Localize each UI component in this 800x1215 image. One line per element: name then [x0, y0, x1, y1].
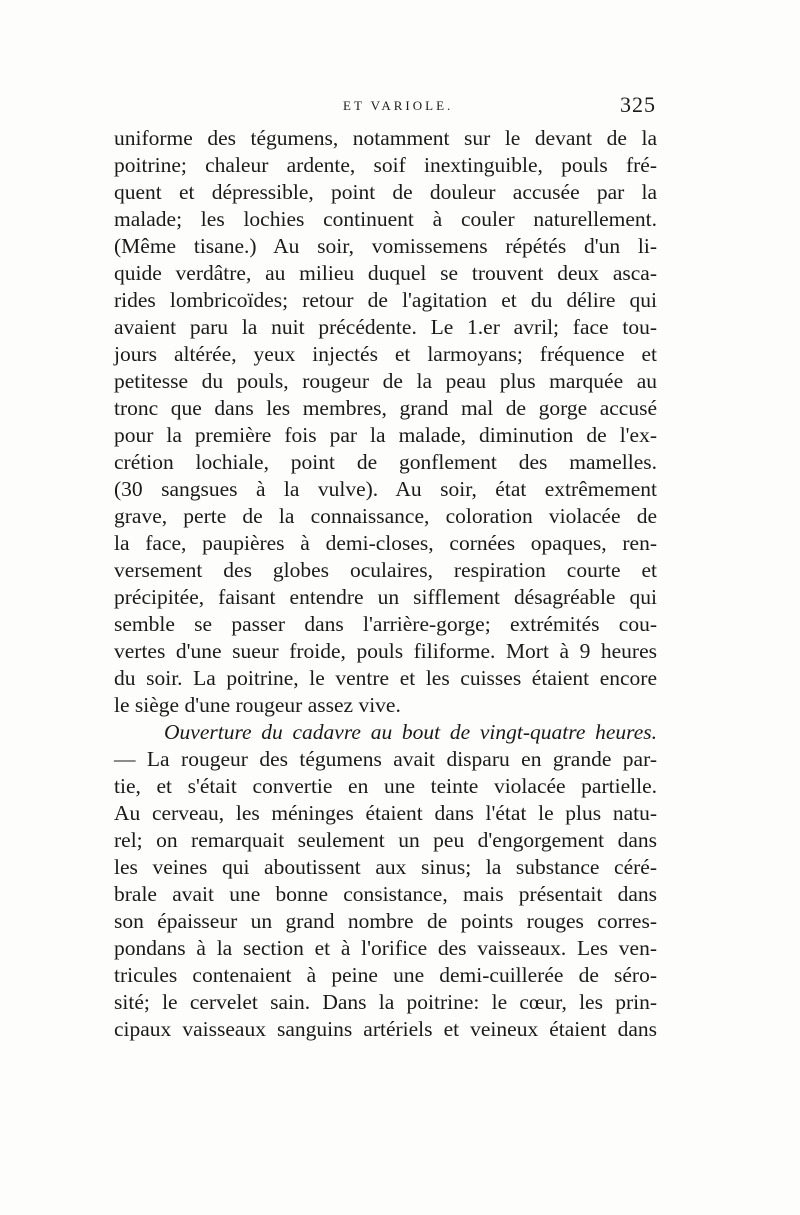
text-line: rides lombricoïdes; retour de l'agitation et du délire qui — [114, 288, 657, 312]
section-heading-line — [114, 719, 657, 746]
body-text — [114, 125, 657, 1043]
text-line: précipitée, faisant entendre un sifflement désagréable qui — [114, 585, 657, 609]
text-line: grave, perte de la connaissance, coloration violacée de — [114, 504, 657, 528]
text-line: petitesse du pouls, rougeur de la peau plus marquée au — [114, 369, 657, 393]
text-line: vertes d'une sueur froide, pouls filiforme. Mort à 9 heures — [114, 639, 657, 663]
text-line: — La rougeur des tégumens avait disparu en grande par- — [114, 747, 657, 771]
text-line: rel; on remarquait seulement un peu d'engorgement dans — [114, 828, 657, 852]
text-line: pondans à la section et à l'orifice des vaisseaux. Les ven- — [114, 936, 657, 960]
page-number: 325 — [620, 92, 656, 117]
text-line: son épaisseur un grand nombre de points rouges corres- — [114, 909, 657, 933]
text-line: quide verdâtre, au milieu duquel se trouvent deux asca- — [114, 261, 657, 285]
text-line: versement des globes oculaires, respiration courte et — [114, 558, 657, 582]
text-line: le siège d'une rougeur assez vive. — [114, 693, 401, 717]
text-line: tie, et s'était convertie en une teinte violacée partielle. — [114, 774, 657, 798]
text-line: uniforme des tégumens, notamment sur le devant de la — [114, 126, 657, 150]
text-line: poitrine; chaleur ardente, soif inextinguible, pouls fré- — [114, 153, 657, 177]
text-line: tricules contenaient à peine une demi-cuillerée de séro- — [114, 963, 657, 987]
text-line: les veines qui aboutissent aux sinus; la substance céré- — [114, 855, 657, 879]
text-line: jours altérée, yeux injectés et larmoyans; fréquence et — [114, 342, 657, 366]
text-line: la face, paupières à demi-closes, cornées opaques, ren- — [114, 531, 657, 555]
text-line: malade; les lochies continuent à couler naturellement. — [114, 207, 657, 231]
text-line: quent et dépressible, point de douleur accusée par la — [114, 180, 657, 204]
text-line: Au cerveau, les méninges étaient dans l'état le plus natu- — [114, 801, 657, 825]
text-line: sité; le cervelet sain. Dans la poitrine: le cœur, les prin- — [114, 990, 657, 1014]
text-line: brale avait une bonne consistance, mais présentait dans — [114, 882, 657, 906]
running-head: ET VARIOLE. — [343, 98, 454, 113]
text-line: du soir. La poitrine, le ventre et les cuisses étaient encore — [114, 666, 657, 690]
text-line: semble se passer dans l'arrière-gorge; extrémités cou- — [114, 612, 657, 636]
text-line: (30 sangsues à la vulve). Au soir, état extrêmement — [114, 477, 657, 501]
text-line: crétion lochiale, point de gonflement des mamelles. — [114, 450, 657, 474]
section-heading: Ouverture du cadavre au bout de vingt-quatre heures. — [164, 720, 657, 744]
text-line: (Même tisane.) Au soir, vomissemens répétés d'un li- — [114, 234, 657, 258]
text-line: pour la première fois par la malade, diminution de l'ex- — [114, 423, 657, 447]
text-line: cipaux vaisseaux sanguins artériels et veineux étaient dans — [114, 1017, 657, 1041]
text-line: tronc que dans les membres, grand mal de gorge accusé — [114, 396, 657, 420]
text-line: avaient paru la nuit précédente. Le 1.er avril; face tou- — [114, 315, 657, 339]
